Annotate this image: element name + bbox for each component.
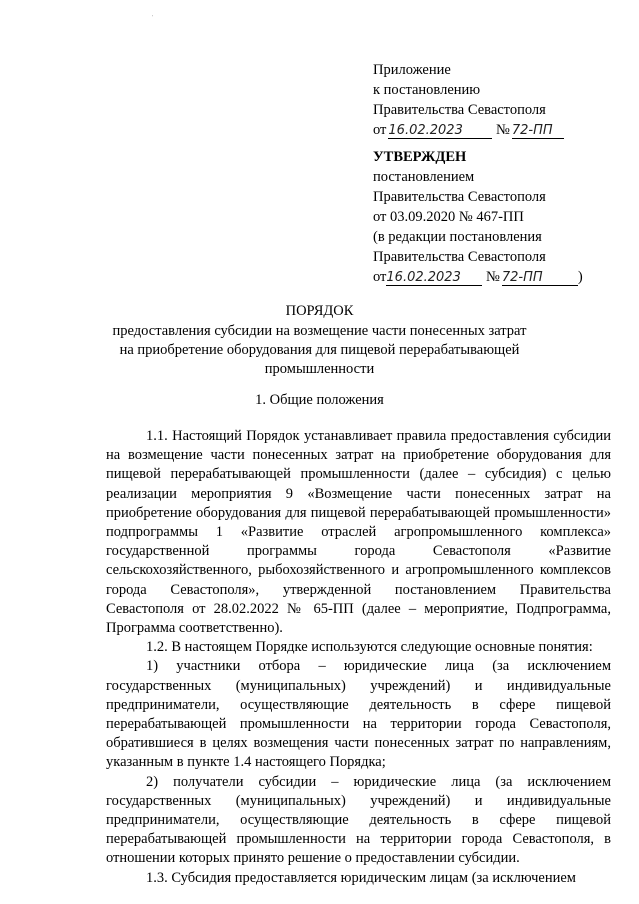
paragraph: 1) участники отбора – юридические лица (за исключением государственных (муниципальных) учреждений) и индивидуальные предприниматели, осуществляющие деятельность в сфере пищевой перерабатывающей промышленности на территории города Севастополя, обратившиеся в целях возмещения части понесенных затрат по направлениям, указанным в пункте 1.4 настоящего Порядка;: [106, 658, 611, 771]
approved-line-4: (в редакции постановления: [373, 229, 542, 245]
approved-close-paren: ): [577, 269, 583, 285]
appendix-line-3: Правительства Севастополя: [373, 102, 546, 118]
approved-line-5: Правительства Севастополя: [373, 249, 546, 265]
scan-mark: ': [152, 15, 154, 21]
paragraph: 1.2. В настоящем Порядке используются следующие основные понятия:: [146, 639, 593, 656]
subtitle-line-2: на приобретение оборудования для пищевой перерабатывающей: [119, 342, 520, 358]
subtitle-line-1: предоставления субсидии на возмещение части понесенных затрат: [112, 323, 527, 339]
paragraph: 2) получатели субсидии – юридические лица (за исключением государственных (муниципальных) учреждений) и индивидуальные предприниматели, осуществляющие деятельность в сфере пищевой перерабатывающей промышленности на территории города Севастополя, в отношении которых принято решение о предоставлении субсидии.: [106, 773, 611, 867]
appendix-line-2: к постановлению: [373, 82, 481, 98]
approved-line-3: от 03.09.2020 № 467-ПП: [373, 209, 524, 225]
document-subtitle: [0, 322, 639, 379]
appendix-date-line: [373, 120, 613, 140]
approved-handwritten-number: 72-ПП: [502, 270, 578, 286]
document-body: [106, 427, 611, 888]
appendix-number-label: №: [496, 122, 510, 138]
section-heading: 1. Общие положения: [255, 392, 384, 408]
approved-heading: УТВЕРЖДЕН: [373, 149, 467, 165]
approved-from-label: от: [373, 269, 387, 285]
appendix-line-1: Приложение: [373, 62, 451, 78]
approved-block: [373, 147, 613, 287]
appendix-block: [373, 60, 613, 140]
paragraph: 1.1. Настоящий Порядок устанавливает правила предоставления субсидии на возмещение части понесенных затрат на приобретение оборудования для пищевой перерабатывающей промышленности (далее – субсидия) с целью реализации мероприятия 9 «Возмещение части понесенных затрат на приобретение оборудования для пищевой перерабатывающей промышленности» подпрограммы 1 «Развитие отраслей агропромышленного комплекса» государственной программы города Севастополя «Развитие сельскохозяйственного, рыбохозяйственного и агропромышленного комплексов города Севастополя», утвержденной постановлением Правительства Севастополя от 28.02.2022 № 65-ПП (далее – мероприятие, Подпрограмма, Программа соответственно).: [106, 428, 611, 637]
approved-line-2: Правительства Севастополя: [373, 189, 546, 205]
approved-date-line: [373, 267, 613, 287]
appendix-handwritten-number: 72-ПП: [512, 123, 564, 139]
appendix-from-label: от: [373, 122, 387, 138]
appendix-handwritten-date: 16.02.2023: [388, 123, 492, 139]
document-title: ПОРЯДОК: [285, 303, 354, 319]
approved-line-1: постановлением: [373, 169, 475, 185]
approved-handwritten-date: 16.02.2023: [386, 270, 482, 286]
subtitle-line-3: промышленности: [264, 361, 375, 377]
approved-number-label: №: [486, 269, 500, 285]
paragraph: 1.3. Субсидия предоставляется юридическим лицам (за исключением: [146, 869, 576, 886]
